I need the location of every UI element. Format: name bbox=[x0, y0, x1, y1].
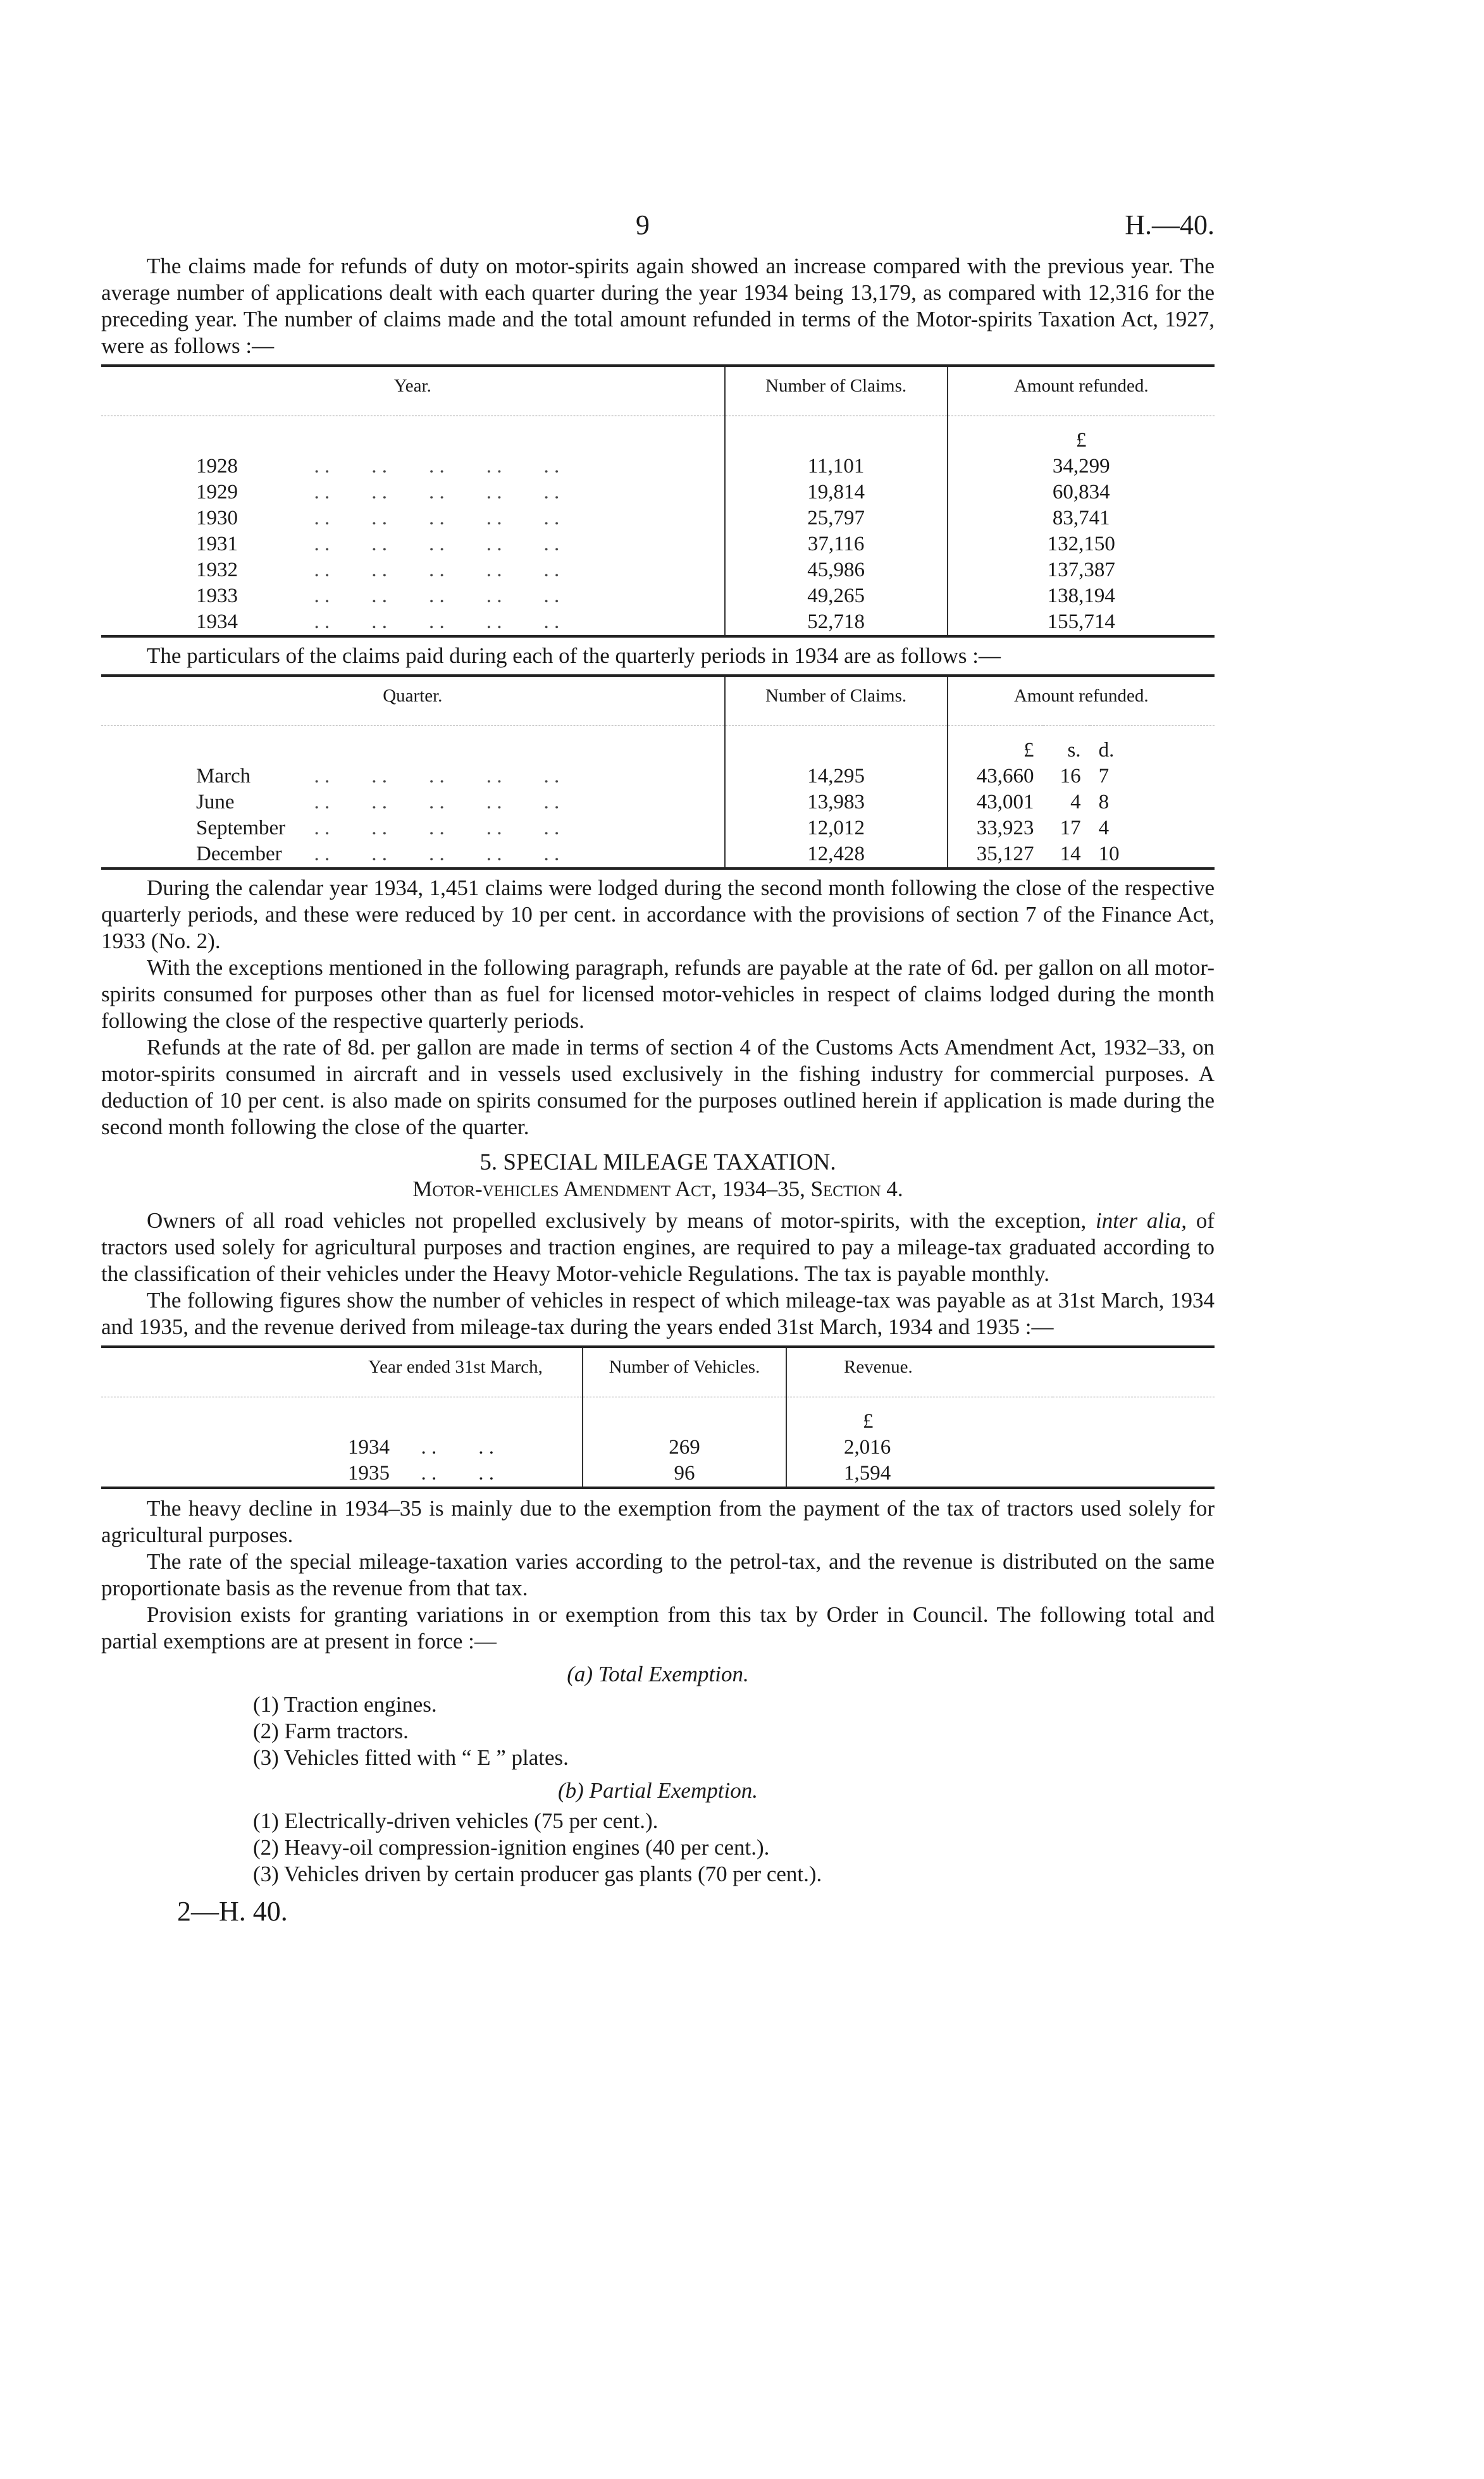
amount-cell: 155,714 bbox=[948, 609, 1215, 636]
year-cell: 1928 bbox=[196, 455, 238, 478]
year-cell: 1931 bbox=[196, 533, 238, 555]
pounds-unit: £ bbox=[948, 726, 1043, 764]
leader-dots: . . . . bbox=[390, 1462, 494, 1485]
leader-dots: . . . . bbox=[390, 1436, 494, 1459]
vehicles-cell: 269 bbox=[583, 1435, 786, 1461]
leader-dots: . . . . . . . . . . bbox=[304, 817, 560, 839]
shillings-cell: 14 bbox=[1060, 843, 1081, 865]
year-cell: 1929 bbox=[196, 481, 238, 504]
table-row bbox=[101, 479, 1215, 505]
leader-dots: . . . . . . . . . . bbox=[304, 507, 560, 529]
leader-dots: . . . . . . . . . . bbox=[304, 455, 560, 478]
table-row bbox=[101, 1435, 1215, 1461]
shillings-cell: 16 bbox=[1060, 765, 1081, 788]
table-row bbox=[101, 609, 1215, 636]
page-number: 9 bbox=[636, 209, 650, 240]
list-item: (1) Traction engines. bbox=[253, 1692, 437, 1717]
year-cell: 1935 bbox=[348, 1462, 390, 1485]
pounds-cell: 33,923 bbox=[948, 815, 1043, 841]
year-cell: 1934 bbox=[196, 610, 238, 633]
claims-cell: 49,265 bbox=[725, 583, 948, 609]
claims-cell: 52,718 bbox=[725, 609, 948, 636]
table-row bbox=[101, 815, 1215, 841]
partial-exemption-list bbox=[253, 1808, 1215, 1888]
document-page bbox=[101, 202, 1215, 1927]
quarter-cell: December bbox=[196, 843, 282, 865]
amount-unit: £ bbox=[948, 416, 1215, 454]
year-cell: 1932 bbox=[196, 559, 238, 581]
revenue-cell: 1,594 bbox=[786, 1461, 1053, 1488]
claims-by-quarter-table bbox=[101, 674, 1215, 870]
list-item: (3) Vehicles fitted with “ E ” plates. bbox=[253, 1745, 569, 1770]
claims-cell: 14,295 bbox=[725, 763, 948, 789]
col-header-amount: Amount refunded. bbox=[948, 366, 1215, 416]
pence-unit: d. bbox=[1098, 739, 1115, 762]
table-row bbox=[101, 531, 1215, 557]
pence-cell: 8 bbox=[1098, 791, 1110, 813]
table-row bbox=[101, 841, 1215, 869]
inter-alia-italic: inter alia, bbox=[1095, 1208, 1187, 1233]
revenue-cell: 2,016 bbox=[786, 1435, 1053, 1461]
leader-dots: . . . . . . . . . . bbox=[304, 559, 560, 581]
col-header-quarter: Quarter. bbox=[101, 676, 725, 726]
claims-cell: 37,116 bbox=[725, 531, 948, 557]
table-row bbox=[101, 763, 1215, 789]
leader-dots: . . . . . . . . . . bbox=[304, 481, 560, 504]
shillings-cell: 4 bbox=[1070, 791, 1081, 813]
refunds-paragraph-2: With the exceptions mentioned in the following paragraph, refunds are payable at the rate of 6d. per gallon on all motor-spirits consumed for purposes other than as fuel for licensed motor-vehicles in respect of claims lodged during the month following the close of the respective quarterly periods. bbox=[101, 955, 1215, 1033]
table-row bbox=[101, 454, 1215, 479]
mileage-tax-table bbox=[101, 1345, 1215, 1489]
table-row bbox=[101, 505, 1215, 531]
pence-cell: 10 bbox=[1098, 843, 1120, 865]
pence-cell: 7 bbox=[1098, 765, 1110, 788]
refunds-paragraph-3: Refunds at the rate of 8d. per gallon are made in terms of section 4 of the Customs Acts Amendment Act, 1932–33, on motor-spirits consumed in aircraft and in vessels used exclusively in the fishing industry for commercial purposes. A deduction of 10 per cent. is also made on spirits consumed for the purposes outlined herein if application is made during the second month following the close of the quarter. bbox=[101, 1035, 1215, 1139]
leader-dots: . . . . . . . . . . bbox=[304, 791, 560, 813]
claims-cell: 19,814 bbox=[725, 479, 948, 505]
pounds-cell: 43,660 bbox=[948, 763, 1043, 789]
owners-paragraph: Owners of all road vehicles not propelled exclusively by means of motor-spirits, with the exception, inter alia, of tractors used solely for agricultural purposes and traction engines, are required to pay a mileage-tax graduated according to the classification of their vehicles under the Heavy Motor-vehicle Regulations. The tax is payable monthly. bbox=[101, 1208, 1215, 1286]
year-cell: 1933 bbox=[196, 584, 238, 607]
amount-cell: 34,299 bbox=[948, 454, 1215, 479]
claims-cell: 25,797 bbox=[725, 505, 948, 531]
page-header bbox=[101, 202, 1215, 253]
shillings-unit: s. bbox=[1067, 739, 1081, 762]
claims-cell: 12,012 bbox=[725, 815, 948, 841]
quarter-cell: June bbox=[196, 791, 235, 813]
quarterly-intro: The particulars of the claims paid during each of the quarterly periods in 1934 are as follows :— bbox=[147, 643, 1001, 668]
partial-exemption-heading: (b) Partial Exemption. bbox=[558, 1778, 758, 1803]
list-item: (1) Electrically-driven vehicles (75 per cent.). bbox=[253, 1808, 659, 1833]
year-cell: 1930 bbox=[196, 507, 238, 529]
claims-cell: 12,428 bbox=[725, 841, 948, 869]
list-item: (3) Vehicles driven by certain producer gas plants (70 per cent.). bbox=[253, 1862, 822, 1886]
leader-dots: . . . . . . . . . . bbox=[304, 765, 560, 788]
table-row bbox=[101, 1461, 1215, 1488]
amount-cell: 132,150 bbox=[948, 531, 1215, 557]
section-subtitle: Motor-vehicles Amendment Act, 1934–35, Section 4. bbox=[412, 1177, 903, 1201]
pence-cell: 4 bbox=[1098, 817, 1110, 839]
quarter-cell: March bbox=[196, 765, 251, 788]
table-row bbox=[101, 583, 1215, 609]
amount-cell: 83,741 bbox=[948, 505, 1215, 531]
table-row bbox=[101, 557, 1215, 583]
revenue-unit: £ bbox=[786, 1397, 1053, 1435]
claims-cell: 45,986 bbox=[725, 557, 948, 583]
year-cell: 1934 bbox=[348, 1436, 390, 1459]
shillings-cell: 17 bbox=[1060, 817, 1081, 839]
leader-dots: . . . . . . . . . . bbox=[304, 584, 560, 607]
pounds-cell: 35,127 bbox=[948, 841, 1043, 869]
col-header-year-ended: Year ended 31st March, bbox=[101, 1347, 583, 1397]
col-header-claims: Number of Claims. bbox=[725, 676, 948, 726]
page-footer: 2—H. 40. bbox=[177, 1896, 288, 1927]
total-exemption-heading: (a) Total Exemption. bbox=[567, 1662, 749, 1686]
col-header-year: Year. bbox=[101, 366, 725, 416]
col-header-claims: Number of Claims. bbox=[725, 366, 948, 416]
vehicles-cell: 96 bbox=[583, 1461, 786, 1488]
rate-paragraph: The rate of the special mileage-taxation varies according to the petrol-tax, and the revenue is distributed on the same proportionate basis as the revenue from that tax. bbox=[101, 1549, 1215, 1600]
amount-cell: 137,387 bbox=[948, 557, 1215, 583]
table-row bbox=[101, 789, 1215, 815]
intro-paragraph: The claims made for refunds of duty on motor-spirits again showed an increase compared with the previous year. The average number of applications dealt with each quarter during the year 1934 being 13,179, as compared with 12,316 for the preceding year. The number of claims made and the total amount refunded in terms of the Motor-spirits Taxation Act, 1927, were as follows :— bbox=[101, 254, 1215, 358]
refunds-paragraph-1: During the calendar year 1934, 1,451 claims were lodged during the second month following the close of the respective quarterly periods, and these were reduced by 10 per cent. in accordance with the provisions of section 7 of the Finance Act, 1933 (No. 2). bbox=[101, 875, 1215, 953]
pounds-cell: 43,001 bbox=[948, 789, 1043, 815]
list-item: (2) Farm tractors. bbox=[253, 1719, 409, 1743]
claims-cell: 11,101 bbox=[725, 454, 948, 479]
col-header-revenue: Revenue. bbox=[786, 1347, 1053, 1397]
total-exemption-list bbox=[253, 1691, 1215, 1771]
list-item: (2) Heavy-oil compression-ignition engines (40 per cent.). bbox=[253, 1835, 770, 1860]
leader-dots: . . . . . . . . . . bbox=[304, 843, 560, 865]
leader-dots: . . . . . . . . . . bbox=[304, 610, 560, 633]
provision-paragraph: Provision exists for granting variations in or exemption from this tax by Order in Council. The following total and partial exemptions are at present in force :— bbox=[101, 1602, 1215, 1654]
claims-cell: 13,983 bbox=[725, 789, 948, 815]
amount-cell: 60,834 bbox=[948, 479, 1215, 505]
figures-paragraph: The following figures show the number of vehicles in respect of which mileage-tax was payable as at 31st March, 1934 and 1935, and the revenue derived from mileage-tax during the years ended 31st March, 1934 and 1935 :— bbox=[101, 1288, 1215, 1339]
col-header-vehicles: Number of Vehicles. bbox=[583, 1347, 786, 1397]
section-title: 5. SPECIAL MILEAGE TAXATION. bbox=[479, 1149, 836, 1175]
document-reference: H.—40. bbox=[1125, 209, 1215, 240]
amount-cell: 138,194 bbox=[948, 583, 1215, 609]
leader-dots: . . . . . . . . . . bbox=[304, 533, 560, 555]
col-header-amount: Amount refunded. bbox=[948, 676, 1215, 726]
quarter-cell: September bbox=[196, 817, 286, 839]
decline-paragraph: The heavy decline in 1934–35 is mainly due to the exemption from the payment of the tax of tractors used solely for agricultural purposes. bbox=[101, 1496, 1215, 1547]
claims-by-year-table bbox=[101, 364, 1215, 638]
